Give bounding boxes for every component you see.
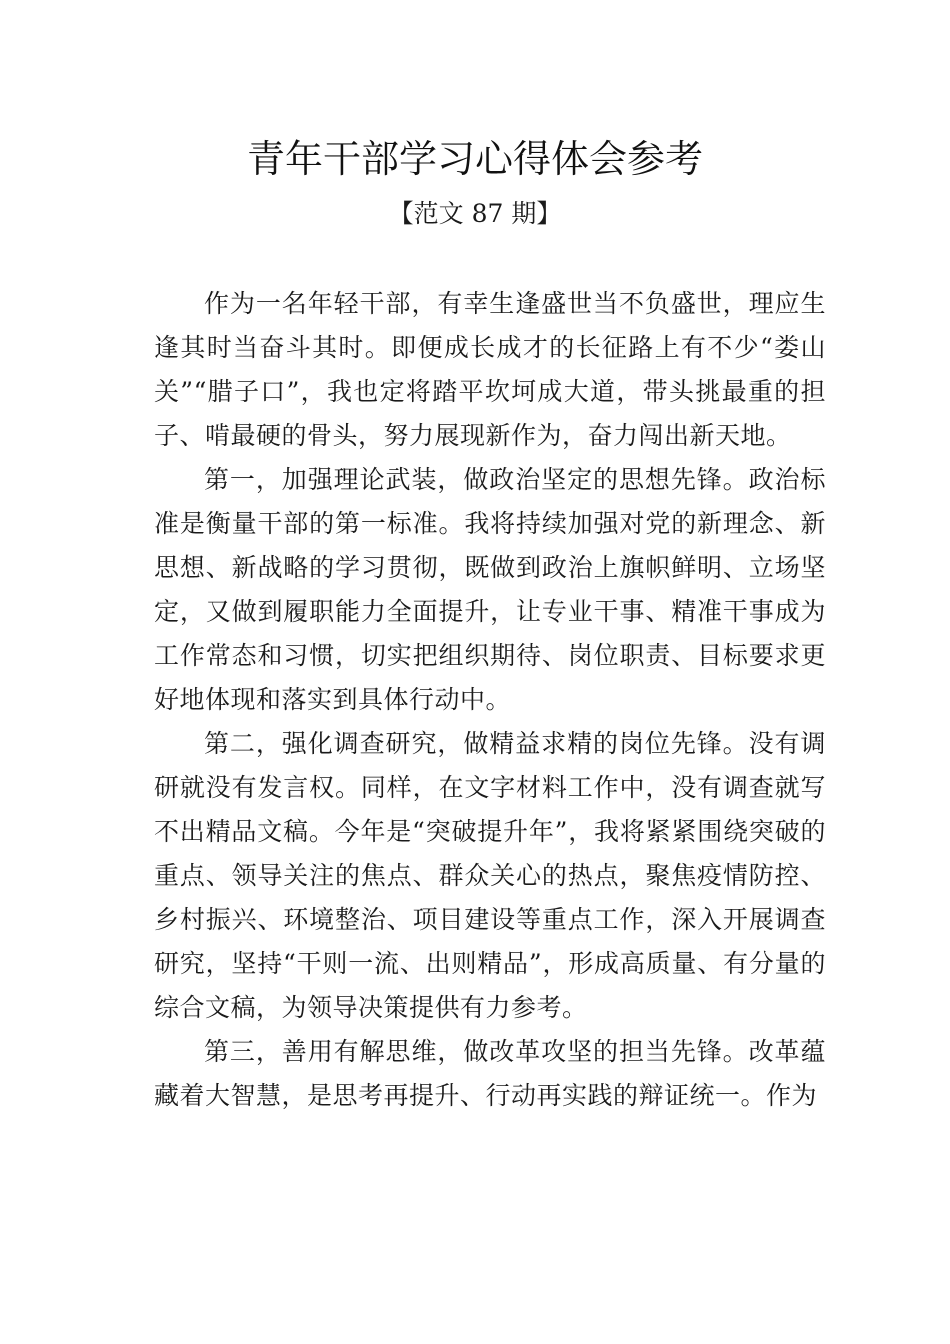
- document-body: [154, 282, 826, 1118]
- document-title: 青年干部学习心得体会参考: [246, 137, 703, 181]
- paragraph-third: 第三，善用有解思维，做改革攻坚的担当先锋。改革蕴藏着大智慧，是思考再提升、行动再实践的辩证统一。作为: [154, 1037, 826, 1110]
- paragraph-second: 第二，强化调查研究，做精益求精的岗位先锋。没有调研就没有发言权。同样，在文字材料工作中，没有调查就写不出精品文稿。今年是“突破提升年”，我将紧紧围绕突破的重点、领导关注的焦点、群众关心的热点，聚焦疫情防控、乡村振兴、环境整治、项目建设等重点工作，深入开展调查研究，坚持“干则一流、出则精品”，形成高质量、有分量的综合文稿，为领导决策提供有力参考。: [154, 729, 826, 1022]
- paragraph-intro: 作为一名年轻干部，有幸生逢盛世当不负盛世，理应生逢其时当奋斗其时。即便成长成才的长征路上有不少“娄山关”“腊子口”，我也定将踏平坎坷成大道，带头挑最重的担子、啃最硬的骨头，努力展现新作为，奋力闯出新天地。: [154, 289, 826, 450]
- paragraph-first: 第一，加强理论武装，做政治坚定的思想先锋。政治标准是衡量干部的第一标准。我将持续加强对党的新理念、新思想、新战略的学习贯彻，既做到政治上旗帜鲜明、立场坚定，又做到履职能力全面提升，让专业干事、精准干事成为工作常态和习惯，切实把组织期待、岗位职责、目标要求更好地体现和落实到具体行动中。: [154, 465, 826, 714]
- document-subtitle: 【范文 87 期】: [388, 199, 562, 228]
